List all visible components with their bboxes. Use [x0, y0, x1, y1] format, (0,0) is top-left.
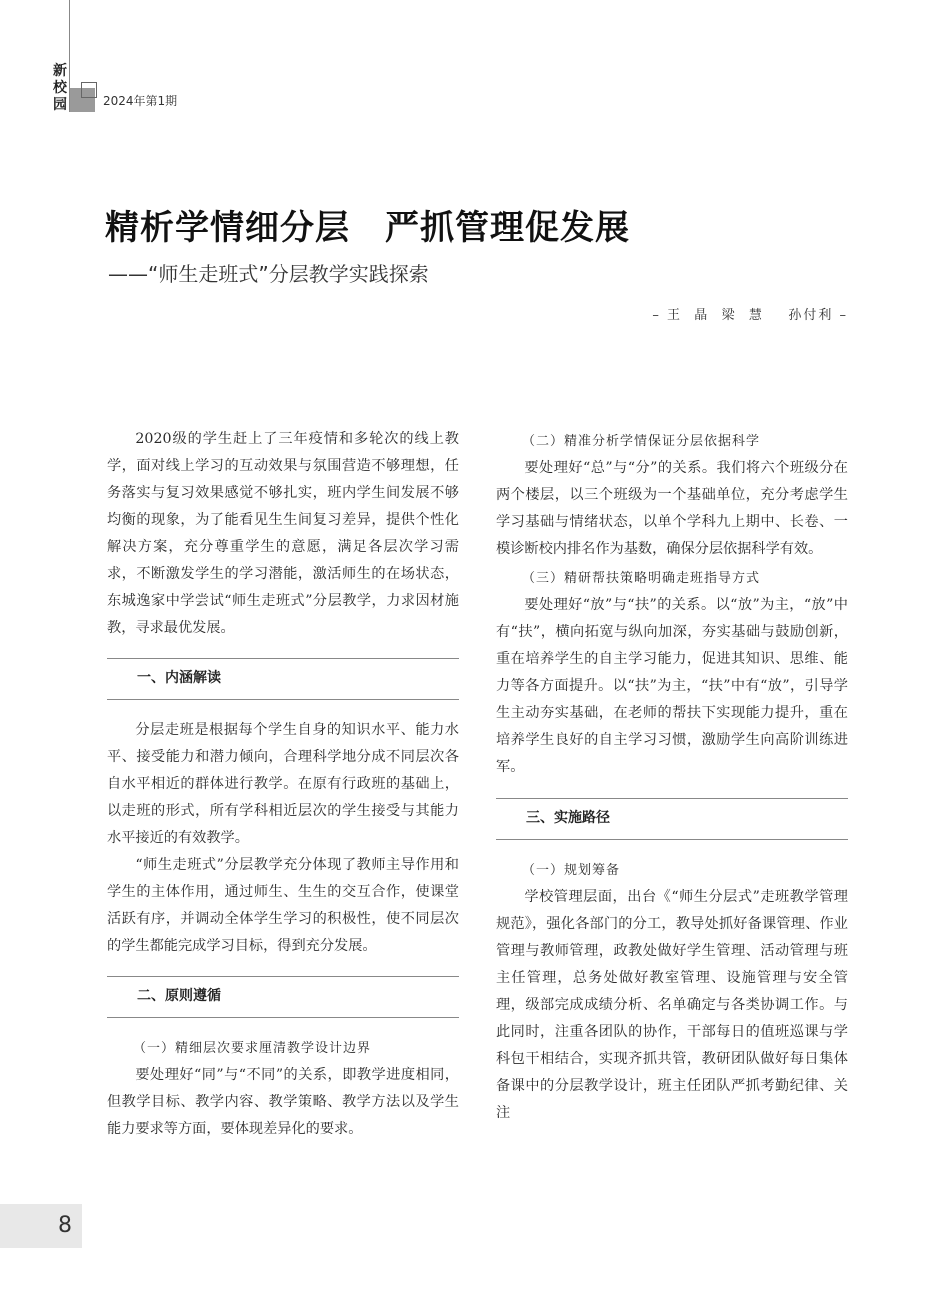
article-subtitle: ——“师生走班式”分层教学实践探索: [108, 262, 429, 286]
header-decor-outline: [81, 82, 97, 98]
subsection-title: （一）精细层次要求厘清教学设计边界: [133, 1041, 372, 1056]
intro-paragraph: 2020级的学生赶上了三年疫情和多轮次的线上教学，面对线上学习的互动效果与氛围营造不够理想，任务落实与复习效果感觉不够扎实，班内学生间发展不够均衡的现象，为了能看见生生间复习差异，提供个性化解决方案，充分尊重学生的意愿，满足各层次学习需求，不断激发学生的学习潜能，激活师生的在场状态，东城逸家中学尝试“师生走班式”分层教学，力求因材施教，寻求最优发展。: [107, 431, 459, 636]
section-heading: [107, 658, 459, 700]
subsection-title: （一）规划筹备: [522, 863, 621, 878]
paragraph: 要处理好“放”与“扶”的关系。以“放”为主，“放”中有“扶”，横向拓宽与纵向加深，夯实基础与鼓励创新，重在培养学生的自主学习能力，促进其知识、思维、能力等各方面提升。以“扶”为主，“扶”中有“放”，引导学生主动夯实基础，在老师的帮扶下实现能力提升，重在培养学生良好的自主学习习惯，激励学生向高阶训练进军。: [496, 597, 848, 775]
subsection-title: （二）精准分析学情保证分层依据科学: [522, 434, 761, 449]
brand-char: 新: [53, 63, 67, 79]
section-title: 三、实施路径: [526, 810, 610, 826]
subsection-title: （三）精研帮扶策略明确走班指导方式: [522, 571, 761, 586]
section-heading: [107, 976, 459, 1018]
right-column: [496, 426, 848, 1127]
brand-char: 校: [53, 80, 67, 96]
article-title: 精析学情细分层 严抓管理促发展: [105, 208, 630, 248]
paragraph: 分层走班是根据每个学生自身的知识水平、能力水平、接受能力和潜力倾向，合理科学地分成不同层次各自水平相近的群体进行教学。在原有行政班的基础上，以走班的形式，所有学科相近层次的学生接受与其能力水平接近的有效教学。: [107, 722, 459, 846]
page-number: 8: [58, 1213, 72, 1238]
section-heading: [496, 798, 848, 840]
paragraph: 学校管理层面，出台《“师生分层式”走班教学管理规范》，强化各部门的分工，教导处抓好备课管理、作业管理与教师管理，政教处做好学生管理、活动管理与班主任管理，总务处做好教室管理、设施管理与安全管理，级部完成成绩分析、名单确定与各类协调工作。与此同时，注重各团队的协作，干部每日的值班巡课与学科包干相结合，实现齐抓共管，教研团队做好每日集体备课中的分层教学设计，班主任团队严抓考勤纪律、关注: [496, 889, 848, 1121]
section-title: 二、原则遵循: [137, 988, 221, 1004]
brand-char: 园: [53, 97, 67, 113]
paragraph: 要处理好“总”与“分”的关系。我们将六个班级分在两个楼层，以三个班级为一个基础单位，充分考虑学生学习基础与情绪状态，以单个学科九上期中、长卷、一模诊断校内排名作为基数，确保分层依据科学有效。: [496, 460, 848, 557]
paragraph: 要处理好“同”与“不同”的关系，即教学进度相同，但教学目标、教学内容、教学策略、教学方法以及学生能力要求等方面，要体现差异化的要求。: [107, 1067, 459, 1137]
section-title: 一、内涵解读: [137, 670, 221, 686]
paragraph: “师生走班式”分层教学充分体现了教师主导作用和学生的主体作用，通过师生、生生的交互合作，使课堂活跃有序，并调动全体学生学习的积极性，使不同层次的学生都能完成学习目标，得到充分发展。: [107, 857, 459, 954]
issue-label: 2024年第1期: [103, 94, 178, 108]
article-authors: – 王 晶 梁 慧 孙付利 –: [652, 308, 848, 323]
brand-label: [52, 63, 68, 114]
left-column: [107, 426, 459, 1143]
